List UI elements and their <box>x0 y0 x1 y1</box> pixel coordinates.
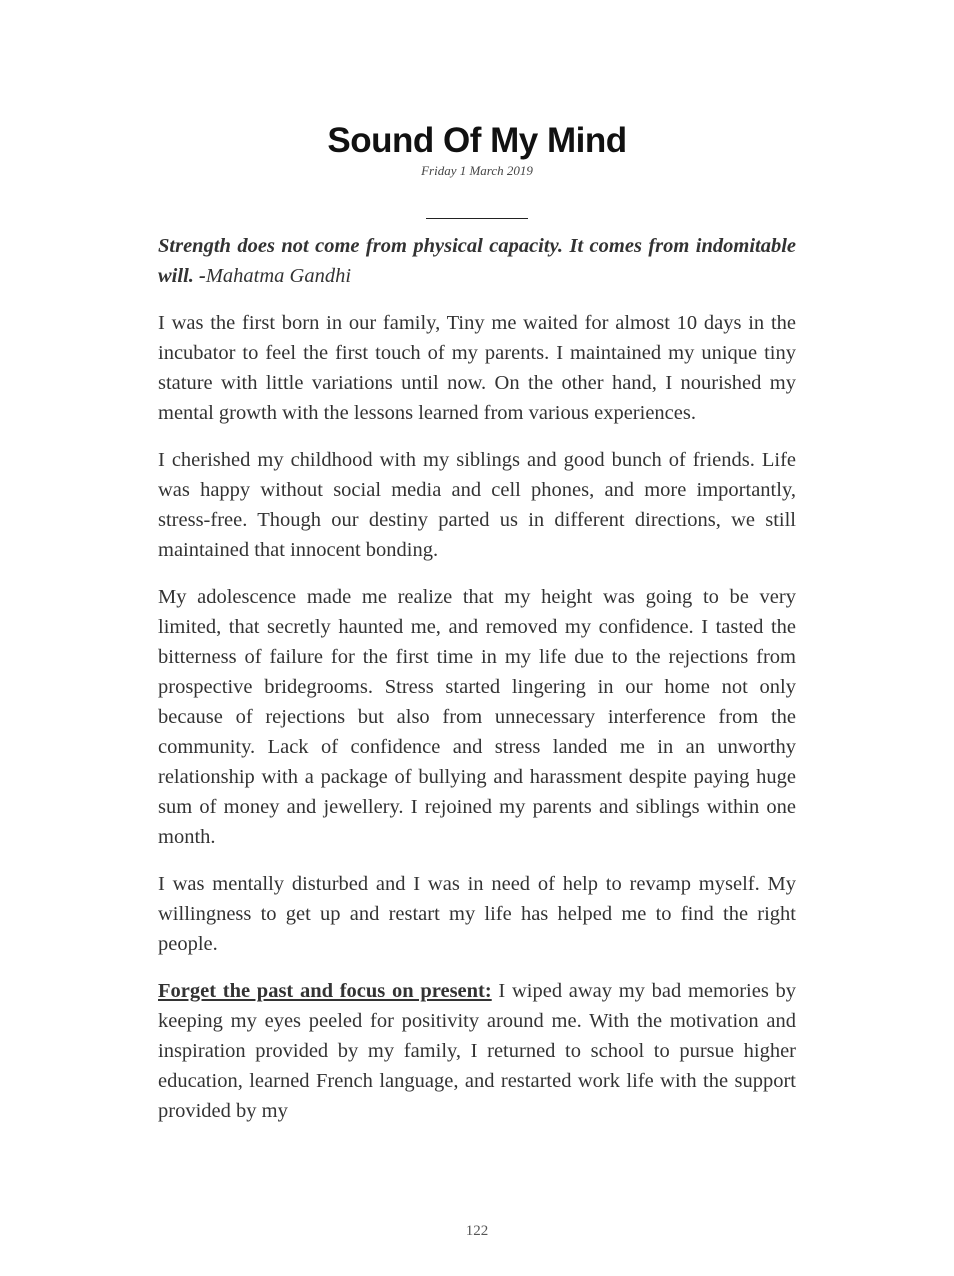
paragraph-3: My adolescence made me realize that my height was going to be very limited, that secretly haunted me, and removed my confidence. I tasted the bitterness of failure for the first time in my life due to the rejections from prospective bridegrooms. Stress started lingering in our home not only because of rejections but also from unnecessary interference from the community. Lack of confidence and stress landed me in an unworthy relationship with a package of bullying and harassment despite paying huge sum of money and jewellery. I rejoined my parents and siblings within one month. <box>158 586 796 848</box>
page-content <box>158 118 796 1126</box>
title-divider <box>426 218 528 219</box>
quote-author: Mahatma Gandhi <box>205 265 352 287</box>
date-line: Friday 1 March 2019 <box>421 163 533 178</box>
paragraph-5 <box>158 976 796 1126</box>
paragraph-5-lead: Forget the past and focus on present: <box>158 980 492 1002</box>
paragraph-4: I was mentally disturbed and I was in need of help to revamp myself. My willingness to get up and restart my life has helped me to find the right people. <box>158 873 796 955</box>
paragraph-5-text: I wiped away my bad memories by keeping my eyes peeled for positivity around me. With the motivation and inspiration provided by my family, I returned to school to pursue higher education, learned French language, and restarted work life with the support provided by my <box>158 980 797 1122</box>
paragraph-1: I was the first born in our family, Tiny me waited for almost 10 days in the incubator to feel the first touch of my parents. I maintained my unique tiny stature with little variations until now. On the other hand, I nourished my mental growth with the lessons learned from various experiences. <box>158 312 796 424</box>
paragraph-2: I cherished my childhood with my siblings and good bunch of friends. Life was happy without social media and cell phones, and more importantly, stress-free. Though our destiny parted us in different directions, we still maintained that innocent bonding. <box>158 449 796 561</box>
quote-text: Strength does not come from physical capacity. It comes from indomitable will. - <box>158 235 796 287</box>
page-title: Sound Of My Mind <box>327 121 627 160</box>
epigraph-quote <box>158 231 796 291</box>
page-number: 122 <box>465 1223 489 1239</box>
